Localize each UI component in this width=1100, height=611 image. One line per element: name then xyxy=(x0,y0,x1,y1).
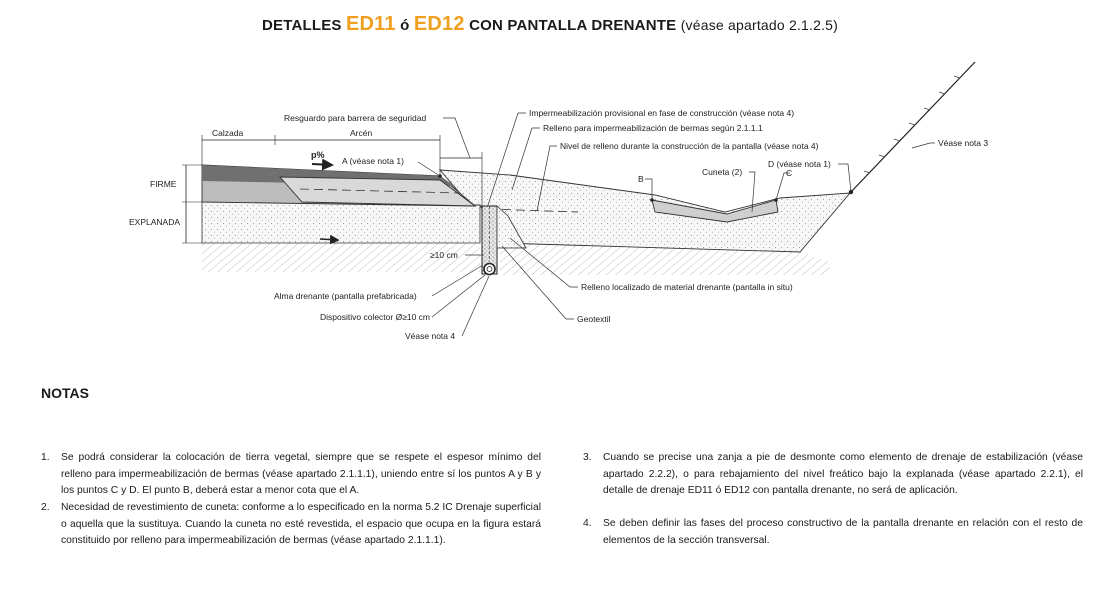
note-number: 4. xyxy=(583,518,592,529)
label-relleno-impermeabilizacion: Relleno para impermeabilización de bermas según 2.1.1.1 xyxy=(543,123,763,133)
note-text: Cuando se precise una zanja a pie de desmonte como elemento de drenaje de estabilización (véase apartado 2.2.2), o para rebajamiento del nivel freático bajo la explanada (véase apartado 2.2.1), el detalle de drenaje ED11 ó ED12 con pantalla drenante, no será de aplicación. xyxy=(603,452,1083,496)
label-point-d: D (véase nota 1) xyxy=(768,159,831,169)
label-relleno-localizado: Relleno localizado de material drenante (pantalla in situ) xyxy=(581,282,793,292)
note-text: Se deben definir las fases del proceso constructivo de la pantalla drenante en relación con el resto de elementos de la sección transversal. xyxy=(603,518,1083,546)
slope-arrow xyxy=(312,164,332,165)
note-3 xyxy=(583,450,1083,500)
title-suffix: CON PANTALLA DRENANTE xyxy=(469,17,677,34)
collector-pipe xyxy=(484,264,495,275)
label-point-b: B xyxy=(638,174,644,184)
label-explanada: EXPLANADA xyxy=(129,217,181,227)
note-number: 1. xyxy=(41,452,50,463)
label-impermeabilizacion-provisional: Impermeabilización provisional en fase de construcción (véase nota 4) xyxy=(529,108,795,118)
label-alma-drenante: Alma drenante (pantalla prefabricada) xyxy=(274,291,417,301)
label-point-c: C xyxy=(786,168,793,178)
note-text: Se podrá considerar la colocación de tierra vegetal, siempre que se respete el espesor mínimo del relleno para impermeabilización de bermas (véase apartado 2.1.1.1), uniendo entre sí los puntos A y B y los puntos C y D. El punto B, deberá estar a menor cota que el A. xyxy=(61,452,541,496)
label-arcen: Arcén xyxy=(350,128,373,138)
label-firme: FIRME xyxy=(150,179,177,189)
label-dispositivo-colector: Dispositivo colector Ø≥10 cm xyxy=(320,312,431,322)
label-vease-nota-3: Véase nota 3 xyxy=(938,138,989,148)
title-prefix: DETALLES xyxy=(261,17,342,34)
label-vease-nota-4: Véase nota 4 xyxy=(405,331,456,341)
note-1 xyxy=(41,450,541,500)
label-point-a: A (véase nota 1) xyxy=(342,156,404,166)
label-min-distance: ≥10 cm xyxy=(430,250,458,260)
title-code-ed11: ED11 xyxy=(345,13,396,35)
label-calzada: Calzada xyxy=(212,128,244,138)
explanada-layer xyxy=(202,200,480,243)
label-cuneta: Cuneta (2) xyxy=(702,167,743,177)
title-reference: (véase apartado 2.1.2.5) xyxy=(680,17,839,33)
notes-heading: NOTAS xyxy=(41,385,89,401)
note-number: 3. xyxy=(583,452,592,463)
flow-arrow xyxy=(320,239,338,240)
note-2 xyxy=(41,500,541,550)
title-separator: ó xyxy=(400,17,410,34)
note-number: 2. xyxy=(41,502,50,513)
title-code-ed12: ED12 xyxy=(413,13,465,35)
label-resguardo: Resguardo para barrera de seguridad xyxy=(284,113,427,123)
note-4 xyxy=(583,516,1083,549)
cut-slope-line xyxy=(850,62,975,193)
label-slope-percent: p% xyxy=(311,150,325,160)
label-geotextil: Geotextil xyxy=(577,314,611,324)
cut-slope-hatching xyxy=(864,76,960,173)
label-nivel-relleno: Nivel de relleno durante la construcción de la pantalla (véase nota 4) xyxy=(560,141,819,151)
note-text: Necesidad de revestimiento de cuneta: conforme a lo especificado en la norma 5.2 IC Drenaje superficial o aquella que la sustituya. Cuando la cuneta no esté revestida, el espacio que ocupa en la figura estará constituido por relleno para impermeabilización de bermas (véase apartado 2.1.1.1). xyxy=(61,502,541,546)
